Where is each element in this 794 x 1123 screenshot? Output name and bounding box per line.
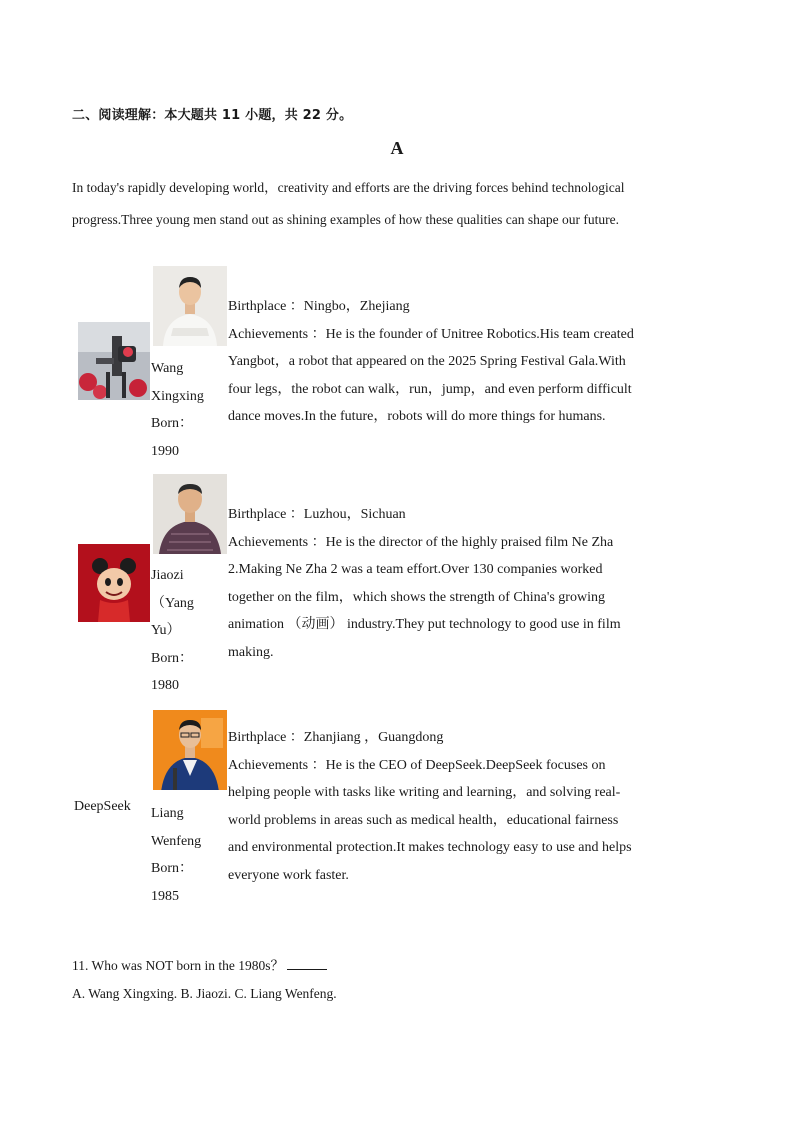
profile-info (228, 724, 690, 890)
intro-paragraph (72, 172, 672, 236)
name-line: Wenfeng (151, 833, 202, 849)
section-heading: 二、阅读理解：本大题共 11 小题，共 22 分。 (72, 108, 353, 123)
birthplace: Birthplace ：Luzhou，Sichuan (228, 507, 406, 522)
question-text: 11. Who was NOT born in the 1980s？ (72, 958, 284, 973)
born-year: 1985 (151, 888, 179, 904)
profile-info (228, 293, 690, 431)
portrait-photo (153, 710, 227, 790)
answer-blank[interactable] (287, 957, 327, 970)
portrait-photo (153, 474, 227, 554)
question-11 (72, 954, 327, 974)
achievements-line: four legs，the robot can walk，run，jump，and even perform difficult (228, 381, 632, 397)
name-line: Yu） (151, 623, 181, 639)
achievements-line: Achievements ：He is the CEO of DeepSeek.DeepSeek focuses on (228, 757, 606, 773)
passage-title: A (390, 138, 404, 158)
profile-info (228, 501, 690, 667)
portrait-photo (153, 266, 227, 346)
person-name-block (151, 562, 223, 700)
birthplace: Birthplace ：Zhanjiang ，Guangdong (228, 730, 444, 745)
name-line: （Yang (151, 595, 194, 611)
deepseek-logo-text: DeepSeek (74, 799, 131, 814)
question-options: A. Wang Xingxing. B. Jiaozi. C. Liang Wenfeng. (72, 986, 337, 1001)
name-line: Xingxing (151, 388, 204, 404)
achievements-line: together on the film，which shows the strength of China's growing (228, 589, 605, 605)
achievements-line: everyone work faster. (228, 867, 349, 883)
achievements-line: helping people with tasks like writing and learning，and solving real- (228, 785, 621, 801)
name-line: Liang (151, 806, 184, 821)
achievements-line: Achievements ：He is the director of the highly praised film Ne Zha (228, 534, 614, 550)
achievements-line: 2.Making Ne Zha 2 was a team effort.Over 130 companies worked (228, 562, 603, 578)
achievements-line: animation （动画） industry.They put technology to good use in film (228, 617, 621, 633)
achievements-line: Achievements ：He is the founder of Unitree Robotics.His team created (228, 326, 634, 342)
robot-image (78, 322, 150, 400)
born-label: Born： (151, 650, 193, 666)
intro-line: progress.Three young men stand out as shining examples of how these qualities can shape our future. (72, 212, 619, 227)
achievements-line: and environmental protection.It makes technology easy to use and helps (228, 840, 632, 856)
achievements-line: making. (228, 644, 274, 660)
nezha-image (78, 544, 150, 622)
person-name-block (151, 800, 223, 910)
born-label: Born： (151, 416, 193, 432)
born-year: 1990 (151, 443, 179, 459)
person-name-block (151, 355, 223, 465)
name-line: Wang (151, 361, 184, 376)
born-label: Born： (151, 861, 193, 877)
achievements-line: dance moves.In the future，robots will do more things for humans. (228, 409, 606, 425)
birthplace: Birthplace ：Ningbo，Zhejiang (228, 299, 410, 314)
name-line: Jiaozi (151, 568, 184, 583)
born-year: 1980 (151, 678, 179, 694)
achievements-line: world problems in areas such as medical health，educational fairness (228, 812, 619, 828)
intro-line: In today's rapidly developing world，creativity and efforts are the driving forces behind technological (72, 180, 625, 195)
achievements-line: Yangbot，a robot that appeared on the 2025 Spring Festival Gala.With (228, 354, 626, 370)
